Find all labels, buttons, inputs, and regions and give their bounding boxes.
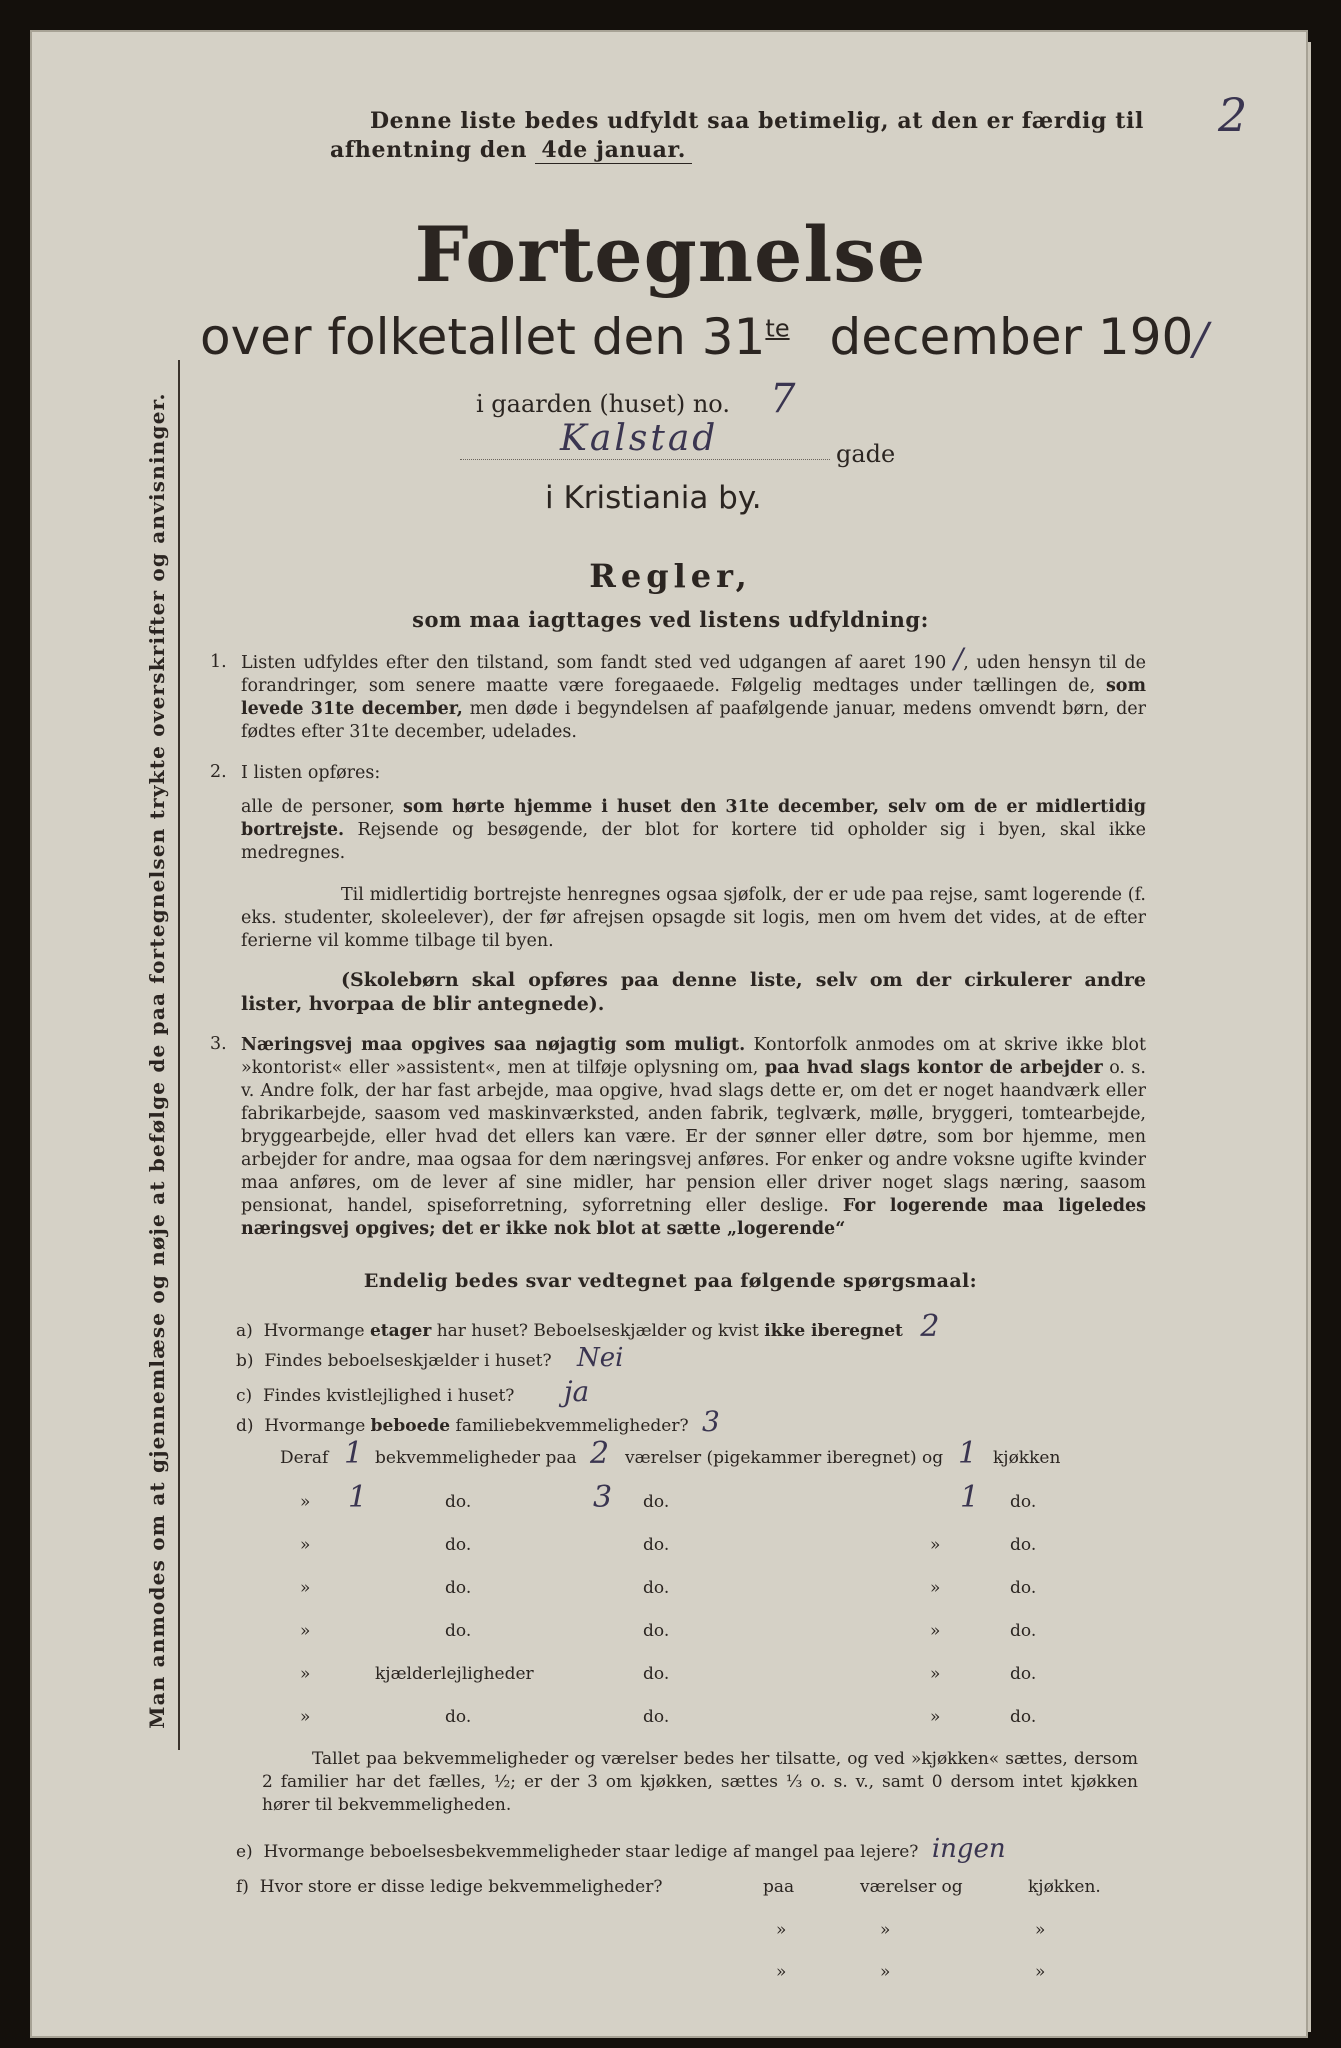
- table-row-4-do-3: do.: [1010, 1578, 1037, 1598]
- table-row-5-ditto-2: »: [930, 1621, 941, 1641]
- table-row-2-count: 1: [348, 1480, 368, 1515]
- table-row-3-do-3: do.: [1010, 1535, 1037, 1555]
- rule-2-number: 2.: [210, 762, 227, 782]
- table-row-1-rooms: 2: [590, 1436, 610, 1471]
- rule-3-number: 3.: [210, 1034, 227, 1054]
- questions-heading: Endelig bedes svar vedtegnet paa følgende spørgsmaal:: [363, 1270, 978, 1292]
- rule-2-paragraph-2: Til midlertidig bortrejste henregnes ogsaa sjøfolk, der er ude paa rejse, samt logerende (f. eks. studenter, skoleelever), der før afrejsen opsagde sit logis, men om hvem det vides, at de efter ferierne vil komme tilbage til byen.: [241, 885, 1146, 951]
- rule-2-p1-b: Rejsende og besøgende, der blot for kortere tid opholder sig i byen, skal ikke medregnes.: [241, 820, 1146, 863]
- question-b-answer: Nei: [576, 1343, 624, 1373]
- rule-2-paragraph-1: [241, 796, 1146, 865]
- rule-2-p1-bold: som hørte hjemme i huset den 31te december, selv om de er midlertidig bortrejste.: [241, 797, 1146, 840]
- rule-1-part-a: Listen udfyldes efter den tilstand, som fandt sted ved udgangen af aaret 190: [241, 653, 947, 673]
- question-a-bold: etager: [369, 1321, 432, 1341]
- city-line: i Kristiania by.: [545, 480, 762, 516]
- house-number: 7: [770, 376, 796, 422]
- question-d-pre: Hvormange: [264, 1416, 366, 1436]
- sidebar-rule: [178, 360, 180, 1750]
- table-row-6-kjaelder: kjælderlejligheder: [375, 1664, 534, 1684]
- question-d-letter: d): [236, 1416, 254, 1436]
- gaarden-label: i gaarden (huset) no.: [476, 390, 730, 418]
- question-f-text: Hvor store er disse ledige bekvemmeligheder?: [259, 1877, 663, 1897]
- question-d: [236, 1405, 720, 1438]
- sidebar-instruction: Man anmodes om at gjennemlæse og nøje at befølge de paa fortegnelsen trykte overskrifter og anvisninger.: [145, 392, 169, 1729]
- question-e-text: Hvormange beboelsesbekvemmeligheder staar ledige af mangel paa lejere?: [263, 1842, 919, 1862]
- table-row-5-do-2: do.: [643, 1621, 670, 1641]
- table-row-3-ditto: »: [300, 1535, 311, 1555]
- table-row-2-do-2: do.: [643, 1492, 670, 1512]
- question-b: [236, 1343, 623, 1373]
- rule-3-part-a: Kontorfolk anmodes om at skrive ikke blot »kontorist« eller »assistent«, men at tilføje oplysning om,: [241, 1035, 1146, 1078]
- subtitle-superscript: te: [765, 314, 790, 343]
- table-row-7-do-1: do.: [445, 1707, 472, 1727]
- table-row-4-ditto-2: »: [930, 1578, 941, 1598]
- table-col-bekv: bekvemmeligheder paa: [375, 1448, 577, 1468]
- subtitle-text: over folketallet den 31: [200, 308, 766, 366]
- question-a-answer: 2: [920, 1309, 940, 1344]
- question-d-post: familiebekvemmeligheder?: [455, 1416, 689, 1436]
- table-row-3-ditto-2: »: [930, 1535, 941, 1555]
- question-d-bold: beboede: [370, 1416, 451, 1436]
- rule-1-year-digit: /: [953, 642, 964, 675]
- rule-1-text: [241, 642, 1146, 744]
- table-row-2-do-3: do.: [1010, 1492, 1037, 1512]
- question-f-ditto-1: »: [776, 1920, 787, 1940]
- table-row-5-do-1: do.: [445, 1621, 472, 1641]
- table-row-2-do-1: do.: [445, 1492, 472, 1512]
- rules-heading: Regler,: [589, 557, 752, 595]
- table-row-2-ditto: »: [300, 1492, 311, 1512]
- question-c-answer: ja: [563, 1375, 590, 1408]
- notice-date: 4de januar.: [535, 137, 692, 164]
- table-row-7-do-2: do.: [643, 1707, 670, 1727]
- question-f-ditto-6: »: [1035, 1962, 1046, 1982]
- table-row-3-do-1: do.: [445, 1535, 472, 1555]
- rule-3-part-b: o. s. v. Andre folk, der har fast arbejde, maa opgive, hvad slags dette er, om det er noget haandværk eller fabrikarbejde, saasom ved maskinværksted, anden fabrik, teglværk, mølle, bryggeri, tomtearbejde, bryggearbejde, eller hvad det ellers kan være. Er der sønner eller døtre, som bor hjemme, men arbejder for andre, maa ogsaa for dem næringsvej anføres. For enker og andre voksne ugifte kvinder maa anføres, om de lever af sine midler, har pension eller driver noget slags næring, saasom pensionat, handel, spiseforretning, syforretning eller deslige.: [241, 1058, 1146, 1216]
- table-row-4-do-1: do.: [445, 1578, 472, 1598]
- subtitle-year-digit: /: [1193, 314, 1209, 365]
- table-deraf: Deraf: [280, 1448, 329, 1468]
- notice-line-1: Denne liste bedes udfyldt saa betimelig, at den er færdig til: [370, 108, 1144, 134]
- table-row-7-ditto-2: »: [930, 1707, 941, 1727]
- table-row-5-do-3: do.: [1010, 1621, 1037, 1641]
- question-d-answer: 3: [702, 1405, 720, 1438]
- question-e-letter: e): [236, 1842, 253, 1862]
- question-e-answer: ingen: [931, 1834, 1006, 1864]
- rule-3-bold-3: For logerende maa ligeledes næringsvej opgives; det er ikke nok blot at sætte „logerende“: [241, 1196, 1146, 1239]
- table-row-7-ditto: »: [300, 1707, 311, 1727]
- table-row-2-kitchen: 1: [960, 1480, 980, 1515]
- table-row-2-rooms: 3: [593, 1480, 613, 1515]
- question-f-paa: paa: [763, 1877, 795, 1897]
- question-f-letter: f): [236, 1877, 249, 1897]
- question-f-vaer: værelser og: [860, 1877, 963, 1897]
- table-row-6-ditto-2: »: [930, 1664, 941, 1684]
- rule-1-part-c: men døde i begyndelsen af paafølgende januar, medens omvendt børn, der fødtes efter 31te december, udelades.: [241, 699, 1146, 742]
- question-f-ditto-4: »: [776, 1962, 787, 1982]
- question-a-pre: Hvormange: [263, 1321, 365, 1341]
- notice-prefix: afhentning den: [330, 137, 528, 163]
- subtitle-tail: december 190: [829, 308, 1194, 366]
- table-note: Tallet paa bekvemmeligheder og værelser bedes her tilsatte, og ved »kjøkken« sættes, dersom 2 familier har det fælles, ½; er der 3 om kjøkken, sættes ⅓ o. s. v., samt 0 dersom intet kjøkken hører til bekvemmeligheden.: [262, 1749, 1138, 1815]
- rule-1-number: 1.: [210, 652, 227, 672]
- notice-line-2: [330, 137, 692, 163]
- question-c-pre: Findes kvistlejlighed i huset?: [262, 1386, 515, 1406]
- table-row-3-do-2: do.: [643, 1535, 670, 1555]
- rule-2-paragraph-3: (Skolebørn skal opføres paa denne liste, selv om der cirkulerer andre lister, hvorpaa de blir antegnede).: [241, 969, 1146, 1015]
- question-b-letter: b): [236, 1351, 254, 1371]
- page-number: 2: [1218, 88, 1248, 142]
- question-f-kjok: kjøkken.: [1028, 1877, 1101, 1897]
- rule-1-bold: som levede 31te december,: [241, 676, 1146, 719]
- rule-3-text: [241, 1034, 1146, 1241]
- street-name: Kalstad: [560, 418, 719, 459]
- question-c-letter: c): [236, 1386, 253, 1406]
- table-row-6-do-2: do.: [643, 1664, 670, 1684]
- table-col-vaer: værelser (pigekammer iberegnet) og: [625, 1448, 944, 1468]
- question-a: [236, 1309, 939, 1344]
- subtitle: [200, 308, 1208, 366]
- question-f: [236, 1877, 662, 1897]
- rule-3-bold-1: Næringsvej maa opgives saa nøjagtig som muligt.: [241, 1035, 746, 1055]
- question-b-pre: Findes beboelseskjælder i huset?: [264, 1351, 552, 1371]
- gade-label: gade: [836, 440, 896, 468]
- rule-2-intro: I listen opføres:: [241, 763, 381, 783]
- question-a-bold-2: ikke iberegnet: [764, 1321, 903, 1341]
- question-e: [236, 1834, 1006, 1864]
- table-row-1-kitchen: 1: [958, 1436, 978, 1471]
- question-f-ditto-5: »: [880, 1962, 891, 1982]
- document-title: Fortegnelse: [414, 210, 927, 299]
- table-row-6-ditto: »: [300, 1664, 311, 1684]
- question-c: [236, 1375, 589, 1408]
- table-row-4-ditto: »: [300, 1578, 311, 1598]
- table-row-7-do-3: do.: [1010, 1707, 1037, 1727]
- question-a-post: har huset? Beboelseskjælder og kvist: [436, 1321, 759, 1341]
- question-a-letter: a): [236, 1321, 253, 1341]
- rule-1-part-b: , uden hensyn til de forandringer, som senere maatte være foregaaede. Følgelig medtages under tællingen de,: [241, 653, 1146, 696]
- rule-2-p1-a: alle de personer,: [241, 797, 395, 817]
- table-row-6-do-3: do.: [1010, 1664, 1037, 1684]
- table-row-1-count: 1: [344, 1436, 364, 1471]
- rules-subheading: som maa iagttages ved listens udfyldning:: [412, 607, 929, 632]
- table-row-4-do-2: do.: [643, 1578, 670, 1598]
- question-f-ditto-2: »: [880, 1920, 891, 1940]
- table-row-5-ditto: »: [300, 1621, 311, 1641]
- table-col-kjokken: kjøkken: [993, 1448, 1061, 1468]
- question-f-ditto-3: »: [1035, 1920, 1046, 1940]
- rule-3-bold-2: paa hvad slags kontor de arbejder: [764, 1058, 1103, 1078]
